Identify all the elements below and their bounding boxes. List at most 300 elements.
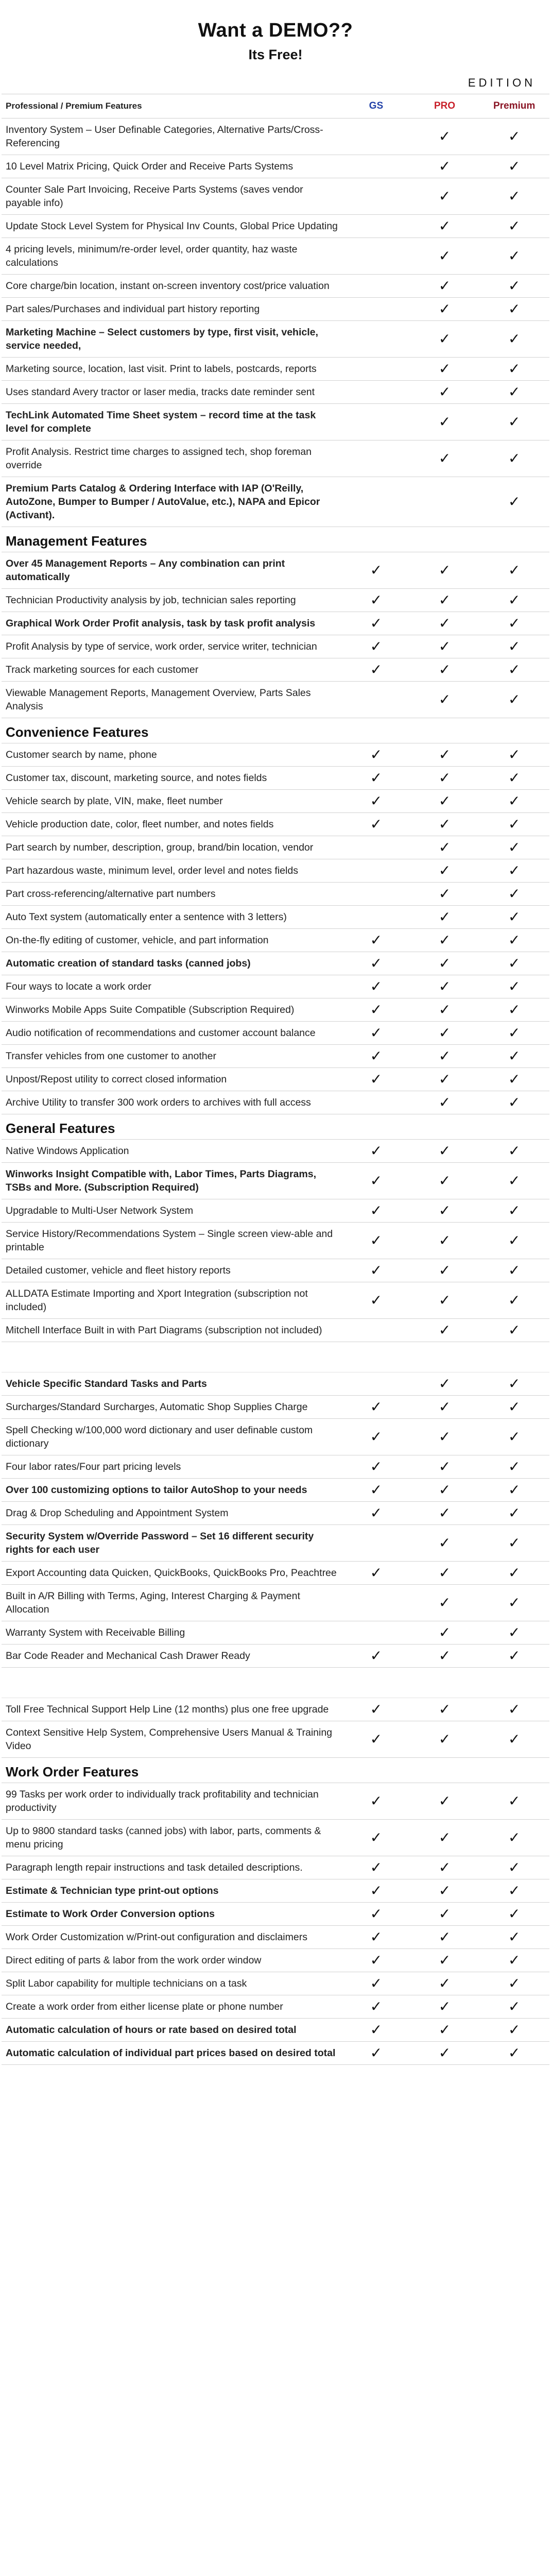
pro-cell — [410, 813, 479, 836]
checkmark-icon: ✓ — [438, 1534, 451, 1551]
section-heading-row — [2, 527, 549, 552]
feature-label: Customer tax, discount, marketing source, and notes fields — [2, 767, 342, 790]
gs-cell — [342, 883, 410, 906]
feature-label: Core charge/bin location, instant on-screen inventory cost/price valuation — [2, 275, 342, 298]
table-row — [2, 1698, 549, 1721]
premium-cell — [479, 1091, 549, 1114]
section-heading: Management Features — [2, 527, 549, 552]
premium-cell — [479, 1045, 549, 1068]
checkmark-icon: ✓ — [370, 1928, 383, 1945]
premium-cell — [479, 635, 549, 658]
checkmark-icon: ✓ — [508, 638, 521, 655]
checkmark-icon: ✓ — [438, 931, 451, 948]
checkmark-icon: ✓ — [370, 1047, 383, 1064]
checkmark-icon: ✓ — [438, 1504, 451, 1521]
checkmark-icon: ✓ — [370, 1859, 383, 1876]
table-row — [2, 321, 549, 358]
gs-cell — [342, 1949, 410, 1972]
checkmark-icon: ✓ — [370, 1504, 383, 1521]
pro-cell — [410, 404, 479, 440]
table-row — [2, 298, 549, 321]
pro-cell — [410, 1621, 479, 1645]
premium-cell — [479, 1396, 549, 1419]
checkmark-icon: ✓ — [508, 1534, 521, 1551]
checkmark-icon: ✓ — [508, 746, 521, 763]
premium-cell — [479, 381, 549, 404]
checkmark-icon: ✓ — [370, 2044, 383, 2061]
pro-cell — [410, 552, 479, 589]
table-row — [2, 1282, 549, 1319]
feature-label: Marketing Machine – Select customers by type, first visit, vehicle, service needed, — [2, 321, 342, 358]
feature-label: Over 45 Management Reports – Any combination can print automatically — [2, 552, 342, 589]
section-heading: Convenience Features — [2, 718, 549, 743]
feature-label: Premium Parts Catalog & Ordering Interface with IAP (O'Reilly, AutoZone, Bumper to Bumper / AutoValue, etc.), NAPA and Epicor (Activant). — [2, 477, 342, 527]
checkmark-icon: ✓ — [438, 591, 451, 608]
pro-cell — [410, 118, 479, 155]
section-heading: General Features — [2, 1114, 549, 1140]
checkmark-icon: ✓ — [508, 1094, 521, 1111]
table-row — [2, 1419, 549, 1455]
checkmark-icon: ✓ — [508, 360, 521, 377]
gs-cell — [342, 658, 410, 682]
gs-cell — [342, 1045, 410, 1068]
pro-cell — [410, 883, 479, 906]
pro-cell — [410, 155, 479, 178]
gs-cell — [342, 215, 410, 238]
checkmark-icon: ✓ — [508, 816, 521, 833]
checkmark-icon: ✓ — [438, 792, 451, 809]
checkmark-icon: ✓ — [438, 1998, 451, 2015]
checkmark-icon: ✓ — [438, 1564, 451, 1581]
feature-label: Work Order Customization w/Print-out configuration and disclaimers — [2, 1926, 342, 1949]
table-row — [2, 1140, 549, 1163]
checkmark-icon: ✓ — [508, 908, 521, 925]
pro-cell — [410, 1045, 479, 1068]
checkmark-icon: ✓ — [508, 1905, 521, 1922]
premium-cell — [479, 682, 549, 718]
gs-cell — [342, 612, 410, 635]
checkmark-icon: ✓ — [438, 885, 451, 902]
checkmark-icon: ✓ — [370, 1202, 383, 1219]
pro-cell — [410, 1140, 479, 1163]
feature-label: Service History/Recommendations System – Single screen view-able and printable — [2, 1223, 342, 1259]
checkmark-icon: ✓ — [508, 769, 521, 786]
checkmark-icon: ✓ — [370, 1292, 383, 1309]
pro-cell — [410, 836, 479, 859]
table-row — [2, 440, 549, 477]
table-row — [2, 118, 549, 155]
checkmark-icon: ✓ — [370, 1731, 383, 1748]
table-row — [2, 1820, 549, 1856]
gs-cell — [342, 859, 410, 883]
pro-cell — [410, 929, 479, 952]
checkmark-icon: ✓ — [438, 217, 451, 234]
checkmark-icon: ✓ — [370, 816, 383, 833]
checkmark-icon: ✓ — [508, 1975, 521, 1992]
feature-label: Four ways to locate a work order — [2, 975, 342, 998]
gs-cell — [342, 589, 410, 612]
checkmark-icon: ✓ — [438, 1232, 451, 1249]
premium-cell — [479, 298, 549, 321]
pro-cell — [410, 790, 479, 813]
checkmark-icon: ✓ — [370, 955, 383, 972]
checkmark-icon: ✓ — [508, 330, 521, 347]
checkmark-icon: ✓ — [508, 1624, 521, 1641]
premium-cell — [479, 1926, 549, 1949]
checkmark-icon: ✓ — [438, 862, 451, 879]
gs-cell — [342, 743, 410, 767]
premium-cell — [479, 589, 549, 612]
feature-label: Detailed customer, vehicle and fleet history reports — [2, 1259, 342, 1282]
feature-label: Automatic creation of standard tasks (canned jobs) — [2, 952, 342, 975]
gs-cell — [342, 404, 410, 440]
feature-label: Part search by number, description, group, brand/bin location, vendor — [2, 836, 342, 859]
table-row — [2, 1926, 549, 1949]
spacer-cell — [2, 1342, 549, 1372]
checkmark-icon: ✓ — [438, 1094, 451, 1111]
table-row — [2, 1525, 549, 1562]
gs-cell — [342, 1698, 410, 1721]
pro-cell — [410, 998, 479, 1022]
feature-label: Marketing source, location, last visit. Print to labels, postcards, reports — [2, 358, 342, 381]
checkmark-icon: ✓ — [508, 839, 521, 856]
gs-cell — [342, 952, 410, 975]
pro-column-header: PRO — [410, 94, 479, 118]
checkmark-icon: ✓ — [508, 885, 521, 902]
premium-cell — [479, 859, 549, 883]
table-row — [2, 2042, 549, 2065]
checkmark-icon: ✓ — [508, 383, 521, 400]
premium-cell — [479, 1163, 549, 1199]
gs-cell — [342, 975, 410, 998]
pro-cell — [410, 321, 479, 358]
premium-cell — [479, 658, 549, 682]
checkmark-icon: ✓ — [370, 1701, 383, 1718]
feature-label: Spell Checking w/100,000 word dictionary and user definable custom dictionary — [2, 1419, 342, 1455]
table-row — [2, 998, 549, 1022]
checkmark-icon: ✓ — [508, 413, 521, 430]
feature-label: TechLink Automated Time Sheet system – record time at the task level for complete — [2, 404, 342, 440]
table-row — [2, 975, 549, 998]
feature-label: Automatic calculation of individual part prices based on desired total — [2, 2042, 342, 2065]
gs-cell — [342, 1783, 410, 1820]
gs-cell — [342, 1282, 410, 1319]
feature-label: Export Accounting data Quicken, QuickBooks, QuickBooks Pro, Peachtree — [2, 1562, 342, 1585]
pro-cell — [410, 275, 479, 298]
checkmark-icon: ✓ — [508, 862, 521, 879]
gs-cell — [342, 1721, 410, 1758]
feature-label: Surcharges/Standard Surcharges, Automatic Shop Supplies Charge — [2, 1396, 342, 1419]
pro-cell — [410, 1525, 479, 1562]
premium-cell — [479, 1419, 549, 1455]
pro-cell — [410, 1068, 479, 1091]
feature-label: Estimate & Technician type print-out options — [2, 1879, 342, 1903]
pro-cell — [410, 1926, 479, 1949]
checkmark-icon: ✓ — [508, 1428, 521, 1445]
checkmark-icon: ✓ — [508, 1594, 521, 1611]
gs-cell — [342, 440, 410, 477]
checkmark-icon: ✓ — [508, 1458, 521, 1475]
feature-label: Warranty System with Receivable Billing — [2, 1621, 342, 1645]
feature-label: Part hazardous waste, minimum level, order level and notes fields — [2, 859, 342, 883]
table-row — [2, 1879, 549, 1903]
table-row — [2, 743, 549, 767]
pro-cell — [410, 635, 479, 658]
pro-cell — [410, 440, 479, 477]
checkmark-icon: ✓ — [370, 1905, 383, 1922]
premium-cell — [479, 1319, 549, 1342]
gs-cell — [342, 321, 410, 358]
pro-cell — [410, 381, 479, 404]
gs-cell — [342, 1163, 410, 1199]
pro-cell — [410, 1903, 479, 1926]
feature-label: Mitchell Interface Built in with Part Diagrams (subscription not included) — [2, 1319, 342, 1342]
table-row — [2, 1372, 549, 1396]
checkmark-icon: ✓ — [438, 1375, 451, 1392]
pro-cell — [410, 1562, 479, 1585]
checkmark-icon: ✓ — [508, 247, 521, 264]
feature-label: Context Sensitive Help System, Comprehensive Users Manual & Training Video — [2, 1721, 342, 1758]
feature-label: ALLDATA Estimate Importing and Xport Integration (subscription not included) — [2, 1282, 342, 1319]
checkmark-icon: ✓ — [438, 330, 451, 347]
checkmark-icon: ✓ — [438, 1262, 451, 1279]
table-row — [2, 813, 549, 836]
table-row — [2, 1995, 549, 2019]
checkmark-icon: ✓ — [438, 1905, 451, 1922]
premium-cell — [479, 440, 549, 477]
checkmark-icon: ✓ — [508, 128, 521, 145]
pro-cell — [410, 1022, 479, 1045]
feature-label: Bar Code Reader and Mechanical Cash Drawer Ready — [2, 1645, 342, 1668]
checkmark-icon: ✓ — [370, 1024, 383, 1041]
pro-cell — [410, 952, 479, 975]
checkmark-icon: ✓ — [508, 493, 521, 510]
checkmark-icon: ✓ — [508, 1292, 521, 1309]
checkmark-icon: ✓ — [508, 562, 521, 579]
gs-cell — [342, 813, 410, 836]
checkmark-icon: ✓ — [370, 1071, 383, 1088]
pro-cell — [410, 1721, 479, 1758]
checkmark-icon: ✓ — [370, 1952, 383, 1969]
checkmark-icon: ✓ — [438, 908, 451, 925]
feature-label: Estimate to Work Order Conversion options — [2, 1903, 342, 1926]
table-row — [2, 1199, 549, 1223]
premium-cell — [479, 215, 549, 238]
feature-label: Update Stock Level System for Physical Inv Counts, Global Price Updating — [2, 215, 342, 238]
checkmark-icon: ✓ — [508, 158, 521, 175]
pro-cell — [410, 1199, 479, 1223]
table-row — [2, 1396, 549, 1419]
pro-cell — [410, 1455, 479, 1479]
feature-label: Customer search by name, phone — [2, 743, 342, 767]
premium-cell — [479, 767, 549, 790]
feature-label: Toll Free Technical Support Help Line (12 months) plus one free upgrade — [2, 1698, 342, 1721]
section-heading-row — [2, 1114, 549, 1140]
table-row — [2, 1479, 549, 1502]
pro-cell — [410, 1783, 479, 1820]
premium-cell — [479, 952, 549, 975]
checkmark-icon: ✓ — [508, 1952, 521, 1969]
checkmark-icon: ✓ — [438, 1292, 451, 1309]
feature-label: Security System w/Override Password – Set 16 different security rights for each user — [2, 1525, 342, 1562]
gs-cell — [342, 1525, 410, 1562]
column-header-row — [2, 94, 549, 118]
checkmark-icon: ✓ — [508, 1504, 521, 1521]
table-row — [2, 215, 549, 238]
gs-cell — [342, 381, 410, 404]
table-row — [2, 658, 549, 682]
premium-cell — [479, 404, 549, 440]
pro-cell — [410, 1396, 479, 1419]
premium-cell — [479, 929, 549, 952]
checkmark-icon: ✓ — [508, 1998, 521, 2015]
feature-label: Profit Analysis by type of service, work order, service writer, technician — [2, 635, 342, 658]
table-row — [2, 1972, 549, 1995]
gs-cell — [342, 477, 410, 527]
checkmark-icon: ✓ — [438, 1071, 451, 1088]
table-row — [2, 477, 549, 527]
checkmark-icon: ✓ — [438, 1882, 451, 1899]
gs-column-header: GS — [342, 94, 410, 118]
checkmark-icon: ✓ — [438, 1928, 451, 1945]
checkmark-icon: ✓ — [508, 1928, 521, 1945]
checkmark-icon: ✓ — [508, 661, 521, 678]
gs-cell — [342, 790, 410, 813]
premium-cell — [479, 238, 549, 275]
table-row — [2, 1562, 549, 1585]
table-row — [2, 552, 549, 589]
table-row — [2, 682, 549, 718]
checkmark-icon: ✓ — [370, 1975, 383, 1992]
checkmark-icon: ✓ — [508, 978, 521, 995]
gs-cell — [342, 178, 410, 215]
checkmark-icon: ✓ — [370, 1458, 383, 1475]
checkmark-icon: ✓ — [438, 1047, 451, 1064]
pro-cell — [410, 1419, 479, 1455]
table-row — [2, 883, 549, 906]
pro-cell — [410, 1479, 479, 1502]
checkmark-icon: ✓ — [438, 1202, 451, 1219]
spacer-row — [2, 1342, 549, 1372]
premium-cell — [479, 1223, 549, 1259]
table-row — [2, 612, 549, 635]
premium-cell — [479, 975, 549, 998]
feature-label: Up to 9800 standard tasks (canned jobs) with labor, parts, comments & menu pricing — [2, 1820, 342, 1856]
checkmark-icon: ✓ — [438, 615, 451, 632]
checkmark-icon: ✓ — [438, 413, 451, 430]
gs-cell — [342, 1091, 410, 1114]
feature-label: Split Labor capability for multiple technicians on a task — [2, 1972, 342, 1995]
gs-cell — [342, 1645, 410, 1668]
feature-label: 10 Level Matrix Pricing, Quick Order and Receive Parts Systems — [2, 155, 342, 178]
gs-cell — [342, 1140, 410, 1163]
checkmark-icon: ✓ — [508, 1564, 521, 1581]
gs-cell — [342, 1856, 410, 1879]
checkmark-icon: ✓ — [370, 792, 383, 809]
pro-cell — [410, 1223, 479, 1259]
premium-cell — [479, 1282, 549, 1319]
table-row — [2, 1949, 549, 1972]
premium-cell — [479, 1972, 549, 1995]
gs-cell — [342, 238, 410, 275]
gs-cell — [342, 1879, 410, 1903]
checkmark-icon: ✓ — [438, 2044, 451, 2061]
checkmark-icon: ✓ — [438, 562, 451, 579]
pro-cell — [410, 1502, 479, 1525]
feature-label: Paragraph length repair instructions and task detailed descriptions. — [2, 1856, 342, 1879]
premium-cell — [479, 1502, 549, 1525]
checkmark-icon: ✓ — [370, 562, 383, 579]
feature-label: Native Windows Application — [2, 1140, 342, 1163]
checkmark-icon: ✓ — [438, 638, 451, 655]
premium-cell — [479, 552, 549, 589]
section-heading-row — [2, 718, 549, 743]
checkmark-icon: ✓ — [370, 746, 383, 763]
gs-cell — [342, 275, 410, 298]
checkmark-icon: ✓ — [370, 769, 383, 786]
table-row — [2, 178, 549, 215]
table-row — [2, 1259, 549, 1282]
checkmark-icon: ✓ — [508, 1701, 521, 1718]
checkmark-icon: ✓ — [438, 450, 451, 467]
gs-cell — [342, 1820, 410, 1856]
checkmark-icon: ✓ — [370, 978, 383, 995]
gs-cell — [342, 1199, 410, 1223]
checkmark-icon: ✓ — [438, 1594, 451, 1611]
feature-label: Vehicle Specific Standard Tasks and Parts — [2, 1372, 342, 1396]
checkmark-icon: ✓ — [508, 1792, 521, 1809]
table-row — [2, 767, 549, 790]
checkmark-icon: ✓ — [438, 1481, 451, 1498]
checkmark-icon: ✓ — [508, 591, 521, 608]
table-row — [2, 589, 549, 612]
checkmark-icon: ✓ — [370, 2021, 383, 2038]
checkmark-icon: ✓ — [508, 615, 521, 632]
premium-cell — [479, 612, 549, 635]
checkmark-icon: ✓ — [438, 1172, 451, 1189]
checkmark-icon: ✓ — [370, 1262, 383, 1279]
checkmark-icon: ✓ — [438, 1458, 451, 1475]
checkmark-icon: ✓ — [508, 1829, 521, 1846]
pro-cell — [410, 1585, 479, 1621]
checkmark-icon: ✓ — [438, 1731, 451, 1748]
checkmark-icon: ✓ — [438, 978, 451, 995]
checkmark-icon: ✓ — [438, 661, 451, 678]
checkmark-icon: ✓ — [438, 1975, 451, 1992]
checkmark-icon: ✓ — [438, 247, 451, 264]
gs-cell — [342, 929, 410, 952]
table-row — [2, 1455, 549, 1479]
pro-cell — [410, 589, 479, 612]
checkmark-icon: ✓ — [438, 128, 451, 145]
premium-cell — [479, 1455, 549, 1479]
checkmark-icon: ✓ — [508, 691, 521, 708]
premium-cell — [479, 836, 549, 859]
gs-cell — [342, 998, 410, 1022]
premium-cell — [479, 1645, 549, 1668]
checkmark-icon: ✓ — [438, 1024, 451, 1041]
checkmark-icon: ✓ — [508, 1024, 521, 1041]
feature-label: Viewable Management Reports, Management Overview, Parts Sales Analysis — [2, 682, 342, 718]
table-row — [2, 1621, 549, 1645]
premium-cell — [479, 1562, 549, 1585]
checkmark-icon: ✓ — [508, 2044, 521, 2061]
checkmark-icon: ✓ — [370, 1001, 383, 1018]
checkmark-icon: ✓ — [438, 1647, 451, 1664]
gs-cell — [342, 298, 410, 321]
gs-cell — [342, 1259, 410, 1282]
premium-cell — [479, 477, 549, 527]
